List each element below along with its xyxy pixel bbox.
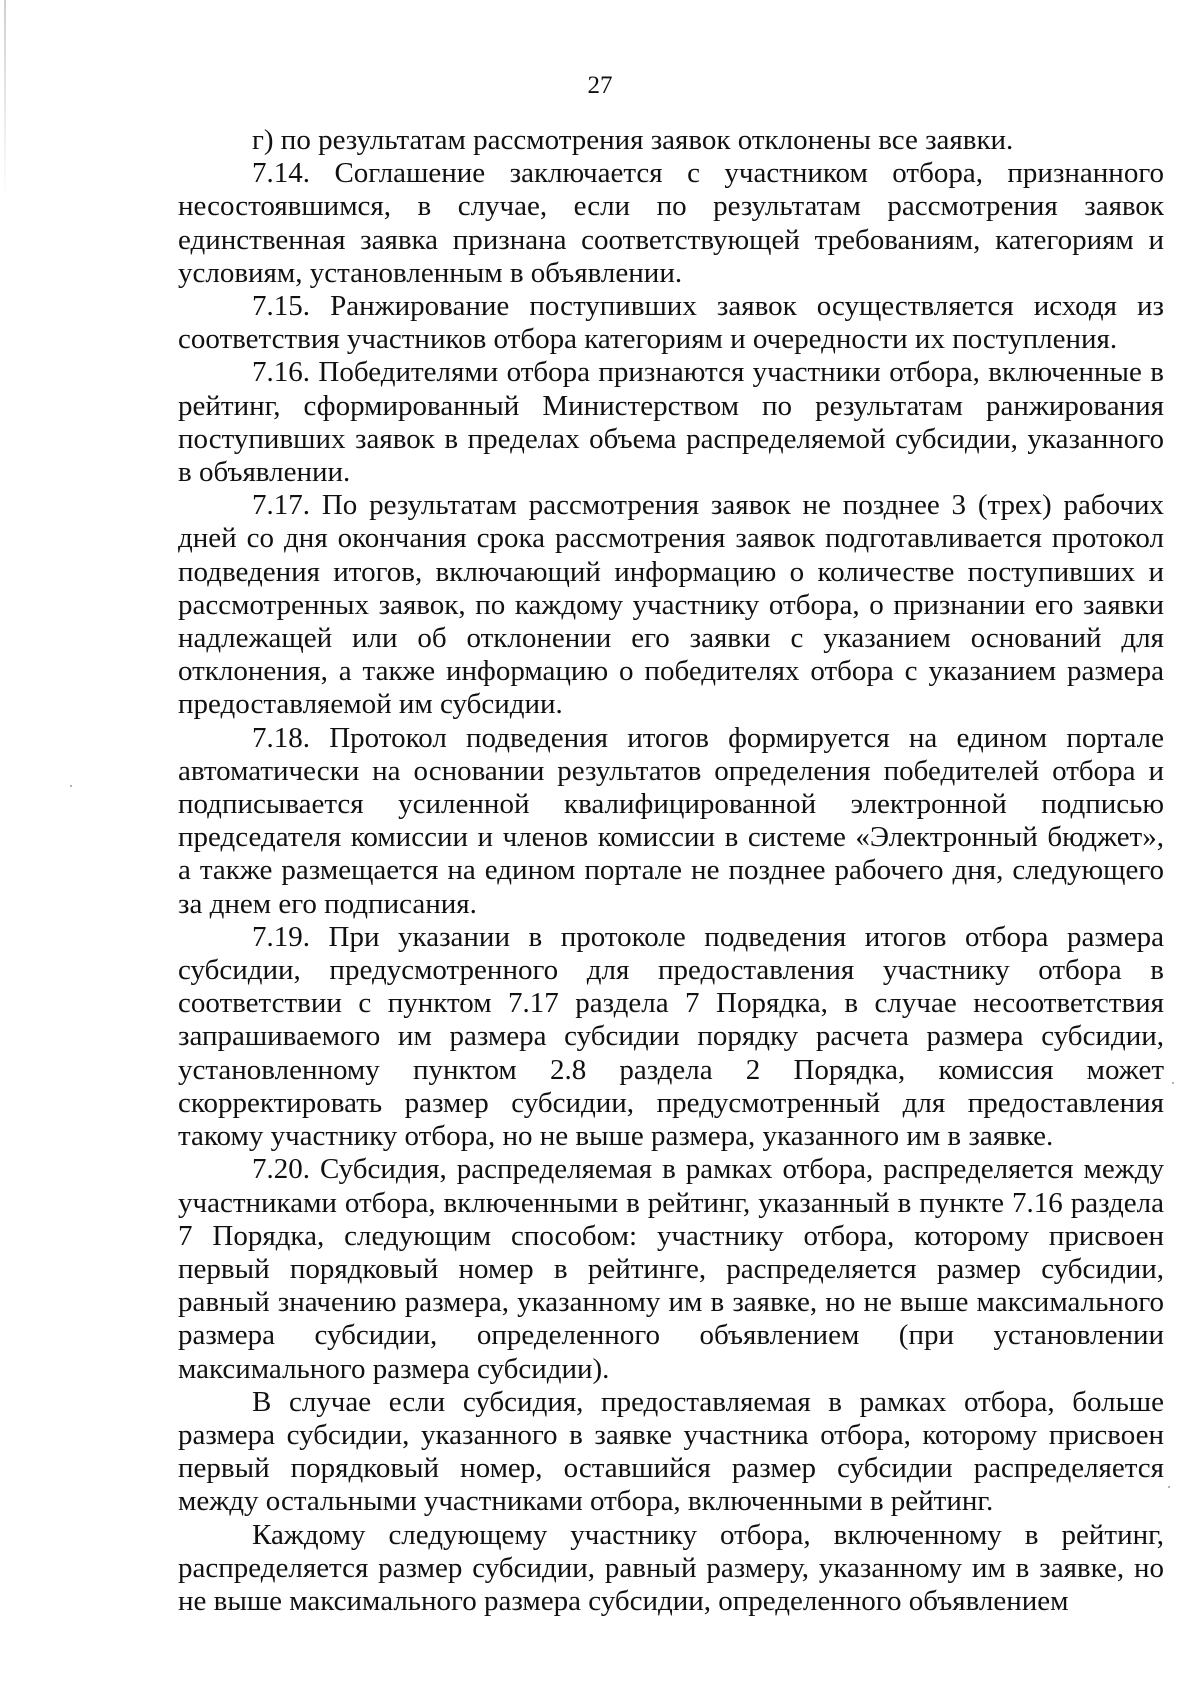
document-body: [178, 124, 1164, 1618]
scan-speck: [1172, 1082, 1174, 1084]
paragraph-remaining-subsidy: В случае если субсидия, предоставляемая в рамках отбора, больше размера субсидии, указанного в заявке участника отбора, которому присвоен первый порядковый номер, оставшийся размер субсидии распределяется между остальными участниками отбора, включенными в рейтинг.: [178, 1385, 1164, 1518]
paragraph-7-20: 7.20. Субсидия, распределяемая в рамках отбора, распределяется между участниками отбора, включенными в рейтинг, указанный в пункте 7.16 раздела 7 Порядка, следующим способом: участнику отбора, которому присвоен первый порядковый номер в рейтинге, распределяется размер субсидии, равный значению размера, указанному им в заявке, но не выше максимального размера субсидии, определенного объявлением (при установлении максимального размера субсидии).: [178, 1153, 1164, 1385]
page-number: 27: [587, 72, 613, 99]
paragraph-7-15: 7.15. Ранжирование поступивших заявок осуществляется исходя из соответствия участников отбора категориям и очередности их поступления.: [178, 290, 1164, 356]
paragraph-7-17: 7.17. По результатам рассмотрения заявок не позднее 3 (трех) рабочих дней со дня окончания срока рассмотрения заявок подготавливается протокол подведения итогов, включающий информацию о количестве поступивших и рассмотренных заявок, по каждому участнику отбора, о признании его заявки надлежащей или об отклонении его заявки с указанием оснований для отклонения, а также информацию о победителях отбора с указанием размера предоставляемой им субсидии.: [178, 489, 1164, 721]
paragraph-clause-g: г) по результатам рассмотрения заявок отклонены все заявки.: [252, 124, 1014, 156]
paragraph-7-16: 7.16. Победителями отбора признаются участники отбора, включенные в рейтинг, сформированный Министерством по результатам ранжирования поступивших заявок в пределах объема распределяемой субсидии, указанного в объявлении.: [178, 356, 1164, 489]
scan-speck: [1168, 1486, 1170, 1488]
paragraph-7-14: 7.14. Соглашение заключается с участником отбора, признанного несостоявшимся, в случае, если по результатам рассмотрения заявок единственная заявка признана соответствующей требованиям, категориям и условиям, установленным в объявлении.: [178, 157, 1164, 289]
scan-speck: [70, 785, 72, 787]
scan-edge-shadow: [4, 0, 6, 200]
paragraph-next-participant: Каждому следующему участнику отбора, включенному в рейтинг, распределяется размер субсидии, равный размеру, указанному им в заявке, но не выше максимального размера субсидии, определенного объявлением: [178, 1518, 1164, 1617]
paragraph-7-19: 7.19. При указании в протоколе подведения итогов отбора размера субсидии, предусмотренного для предоставления участнику отбора в соответствии с пунктом 7.17 раздела 7 Порядка, в случае несоответствия запрашиваемого им размера субсидии порядку расчета размера субсидии, установленному пунктом 2.8 раздела 2 Порядка, комиссия может скорректировать размер субсидии, предусмотренный для предоставления такому участнику отбора, но не выше размера, указанного им в заявке.: [178, 920, 1164, 1153]
paragraph-7-18: 7.18. Протокол подведения итогов формируется на едином портале автоматически на основании результатов определения победителей отбора и подписывается усиленной квалифицированной электронной подписью председателя комиссии и членов комиссии в системе «Электронный бюджет», а также размещается на едином портале не позднее рабочего дня, следующего за днем его подписания.: [178, 721, 1164, 920]
